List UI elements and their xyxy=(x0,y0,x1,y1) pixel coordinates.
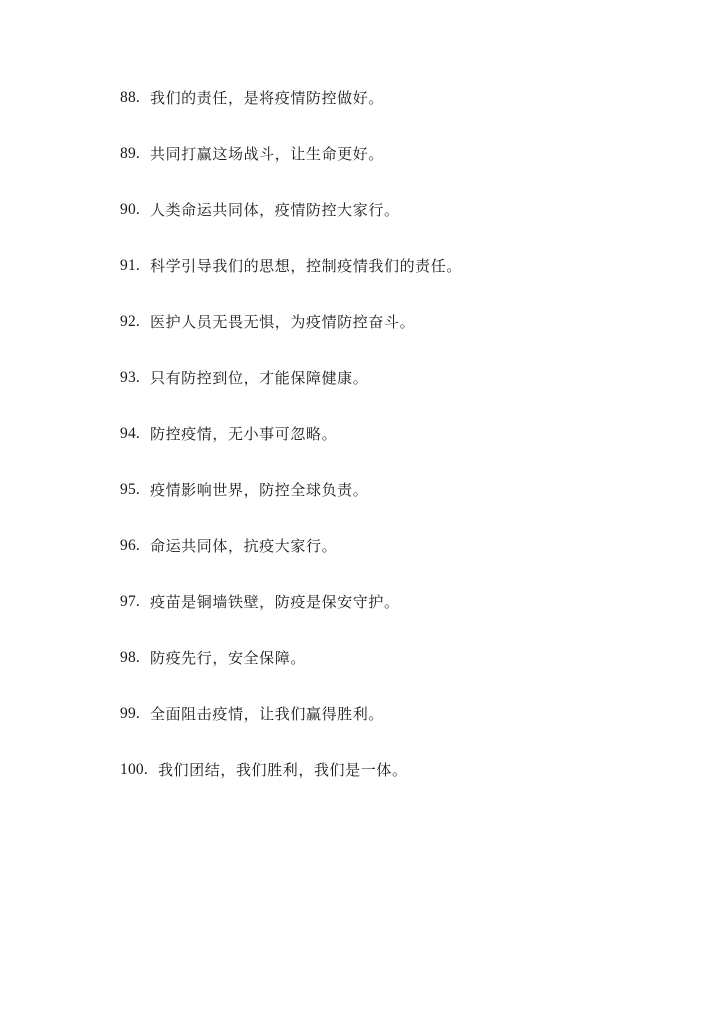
item-number: 93. xyxy=(120,369,140,386)
list-item xyxy=(120,756,462,812)
list-item xyxy=(120,588,462,644)
item-text: 医护人员无畏无惧，为疫情防控奋斗。 xyxy=(149,313,416,331)
list-item xyxy=(120,308,462,364)
item-number: 100. xyxy=(120,761,148,778)
item-number: 95. xyxy=(120,481,140,498)
item-number: 98. xyxy=(120,649,140,666)
list-item xyxy=(120,476,462,532)
item-text: 我们团结，我们胜利，我们是一体。 xyxy=(157,761,408,779)
item-text: 疫情影响世界，防控全球负责。 xyxy=(149,481,369,499)
item-text: 科学引导我们的思想，控制疫情我们的责任。 xyxy=(149,257,462,275)
list-item xyxy=(120,420,462,476)
list-item xyxy=(120,532,462,588)
item-text: 我们的责任，是将疫情防控做好。 xyxy=(149,89,384,107)
item-number: 99. xyxy=(120,705,140,722)
item-text: 共同打赢这场战斗，让生命更好。 xyxy=(149,145,384,163)
item-text: 命运共同体，抗疫大家行。 xyxy=(149,537,338,555)
list-item xyxy=(120,84,462,140)
list-item xyxy=(120,364,462,420)
item-text: 全面阻击疫情，让我们赢得胜利。 xyxy=(149,705,384,723)
item-number: 88. xyxy=(120,89,140,106)
item-number: 92. xyxy=(120,313,140,330)
item-number: 94. xyxy=(120,425,140,442)
item-text: 疫苗是铜墙铁壁，防疫是保安守护。 xyxy=(149,593,400,611)
item-text: 防控疫情，无小事可忽略。 xyxy=(149,425,338,443)
item-text: 防疫先行，安全保障。 xyxy=(149,649,306,667)
item-number: 96. xyxy=(120,537,140,554)
item-text: 人类命运共同体，疫情防控大家行。 xyxy=(149,201,400,219)
item-number: 91. xyxy=(120,257,140,274)
item-number: 89. xyxy=(120,145,140,162)
item-number: 97. xyxy=(120,593,140,610)
list-item xyxy=(120,140,462,196)
list-item xyxy=(120,644,462,700)
slogan-list xyxy=(120,84,462,812)
item-number: 90. xyxy=(120,201,140,218)
list-item xyxy=(120,196,462,252)
list-item xyxy=(120,252,462,308)
item-text: 只有防控到位，才能保障健康。 xyxy=(149,369,369,387)
list-item xyxy=(120,700,462,756)
